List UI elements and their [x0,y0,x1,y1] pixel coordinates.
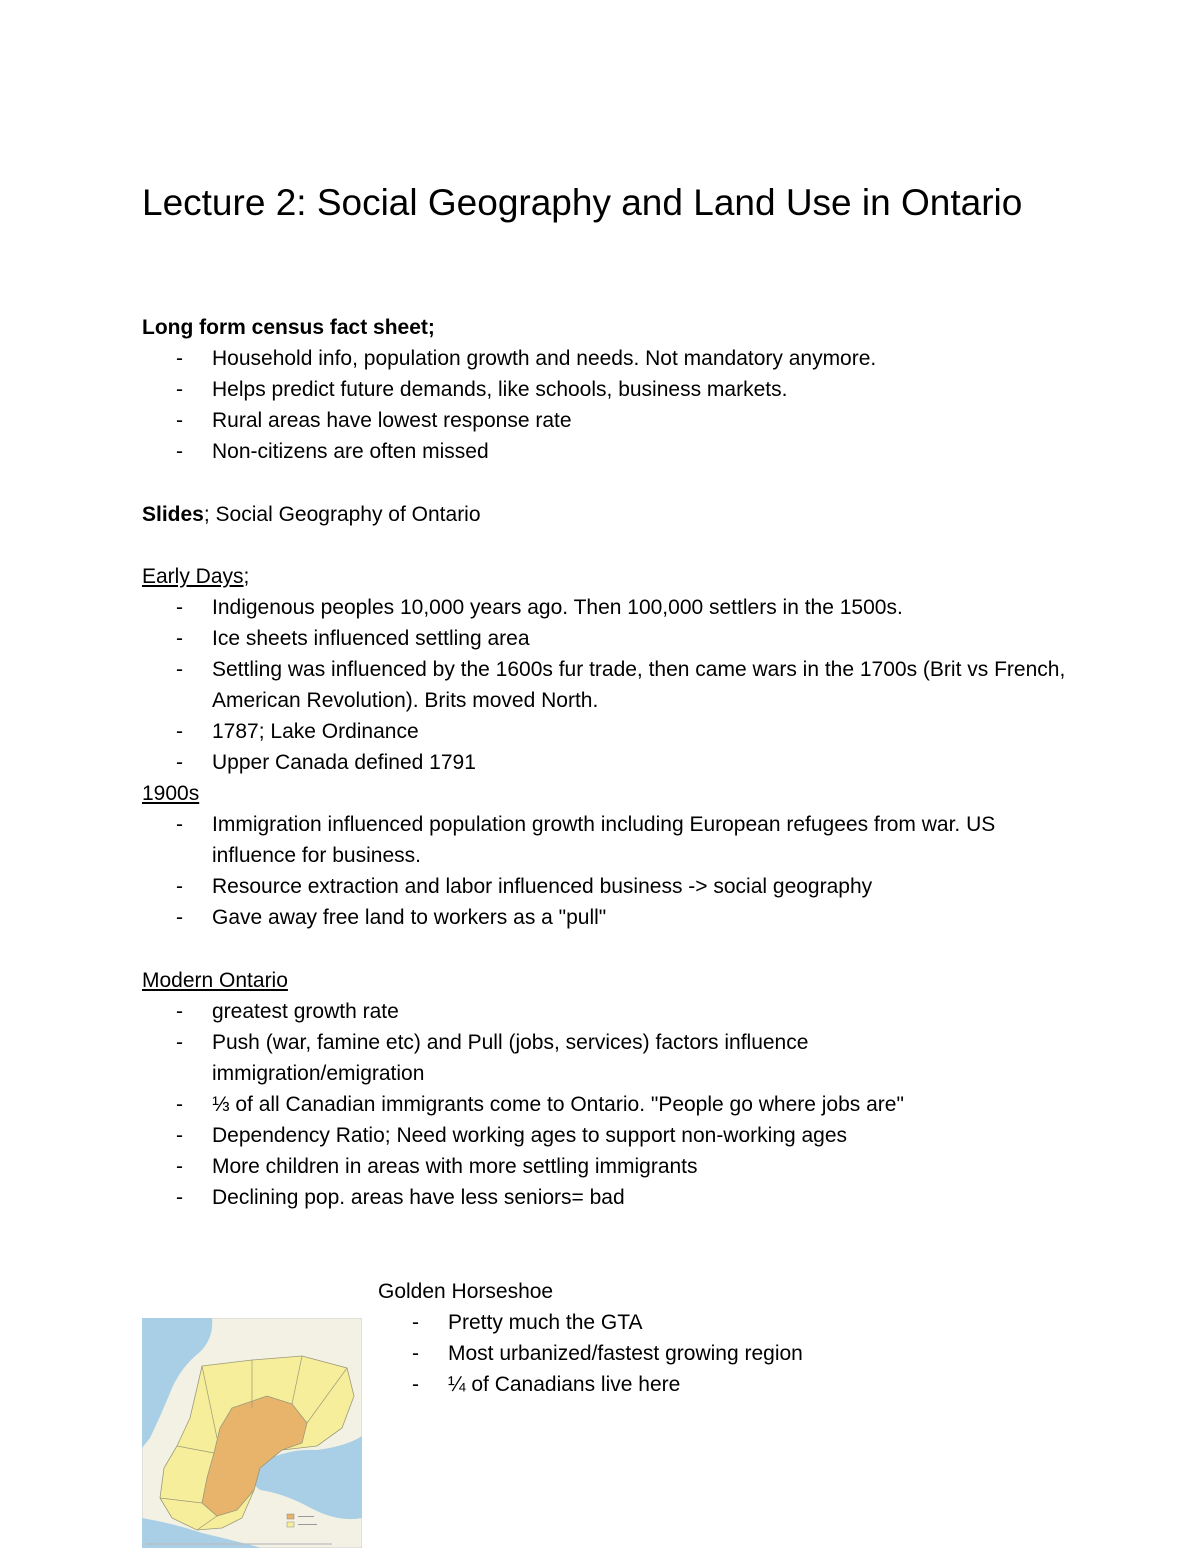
list-item [142,1027,1082,1089]
list-item-text: Dependency Ratio; Need working ages to support non-working ages [212,1124,848,1147]
dash-bullet: - [176,875,183,898]
dash-bullet: - [176,906,183,929]
modern-ontario-list [142,996,1082,1213]
list-item [142,592,1082,623]
list-item-text: Gave away free land to workers as a "pull" [212,906,607,929]
modern-ontario-section [142,965,1082,1213]
list-item [142,374,1082,405]
golden-horseshoe-heading: Golden Horseshoe [378,1280,554,1303]
slides-text: ; Social Geography of Ontario [203,503,481,526]
dash-bullet: - [412,1311,419,1334]
list-item-text: Resource extraction and labor influenced business -> social geography [212,875,873,898]
nineteen-hundreds-heading: 1900s [142,782,200,805]
list-item-text: Helps predict future demands, like schools, business markets. [212,378,788,401]
list-item [142,809,1082,871]
list-item-text: Immigration influenced population growth including European refugees from war. US influence for business. [212,813,996,867]
census-section [142,312,1082,467]
list-item [142,747,1082,778]
list-item-text: greatest growth rate [212,1000,399,1023]
early-days-suffix: ; [243,565,250,588]
early-days-section [142,561,1082,933]
list-item-text: Push (war, famine etc) and Pull (jobs, services) factors influence immigration/emigration [212,1031,809,1085]
golden-horseshoe-map-image [142,1318,362,1548]
list-item-text: Rural areas have lowest response rate [212,409,572,432]
list-item [142,654,1082,716]
nineteen-hundreds-list [142,809,1082,933]
list-item [378,1338,1078,1369]
list-item-text: ⅓ of all Canadian immigrants come to Ontario. "People go where jobs are" [212,1093,904,1116]
dash-bullet: - [176,1031,183,1054]
dash-bullet: - [176,1000,183,1023]
dash-bullet: - [176,1155,183,1178]
page-title: Lecture 2: Social Geography and Land Use in Ontario [142,182,1023,223]
dash-bullet: - [176,1093,183,1116]
list-item-text: ¼ of Canadians live here [448,1373,681,1396]
list-item [142,1089,1082,1120]
list-item [142,436,1082,467]
list-item-text: Settling was influenced by the 1600s fur trade, then came wars in the 1700s (Brit vs French, American Revolution). Brits moved North. [212,658,1066,712]
list-item-text: 1787; Lake Ordinance [212,720,419,743]
dash-bullet: - [176,378,183,401]
early-days-list [142,592,1082,778]
list-item-text: Declining pop. areas have less seniors= bad [212,1186,625,1209]
list-item [142,405,1082,436]
list-item [142,1151,1082,1182]
list-item-text: More children in areas with more settling immigrants [212,1155,698,1178]
dash-bullet: - [176,658,183,681]
list-item [378,1369,1078,1400]
list-item [142,623,1082,654]
list-item [142,871,1082,902]
list-item [378,1307,1078,1338]
list-item-text: Pretty much the GTA [448,1311,643,1334]
early-days-heading: Early Days [142,565,244,588]
list-item [142,996,1082,1027]
list-item [142,902,1082,933]
list-item-text: Ice sheets influenced settling area [212,627,530,650]
list-item [142,716,1082,747]
dash-bullet: - [176,751,183,774]
dash-bullet: - [176,627,183,650]
slides-label: Slides [142,503,204,526]
dash-bullet: - [176,1124,183,1147]
dash-bullet: - [176,440,183,463]
list-item-text: Non-citizens are often missed [212,440,489,463]
list-item [142,1120,1082,1151]
golden-horseshoe-section [378,1276,1078,1400]
list-item [142,1182,1082,1213]
dash-bullet: - [176,720,183,743]
list-item-text: Household info, population growth and needs. Not mandatory anymore. [212,347,877,370]
dash-bullet: - [176,1186,183,1209]
census-list [142,343,1082,467]
golden-horseshoe-list [378,1307,1078,1400]
early-days-heading-line [142,561,1082,592]
slides-line [142,499,1082,530]
dash-bullet: - [176,347,183,370]
dash-bullet: - [176,409,183,432]
dash-bullet: - [176,596,183,619]
census-heading: Long form census fact sheet; [142,316,435,339]
dash-bullet: - [412,1342,419,1365]
modern-ontario-heading: Modern Ontario [142,969,288,992]
dash-bullet: - [176,813,183,836]
list-item-text: Indigenous peoples 10,000 years ago. Then 100,000 settlers in the 1500s. [212,596,903,619]
list-item [142,343,1082,374]
list-item-text: Most urbanized/fastest growing region [448,1342,803,1365]
dash-bullet: - [412,1373,419,1396]
list-item-text: Upper Canada defined 1791 [212,751,476,774]
